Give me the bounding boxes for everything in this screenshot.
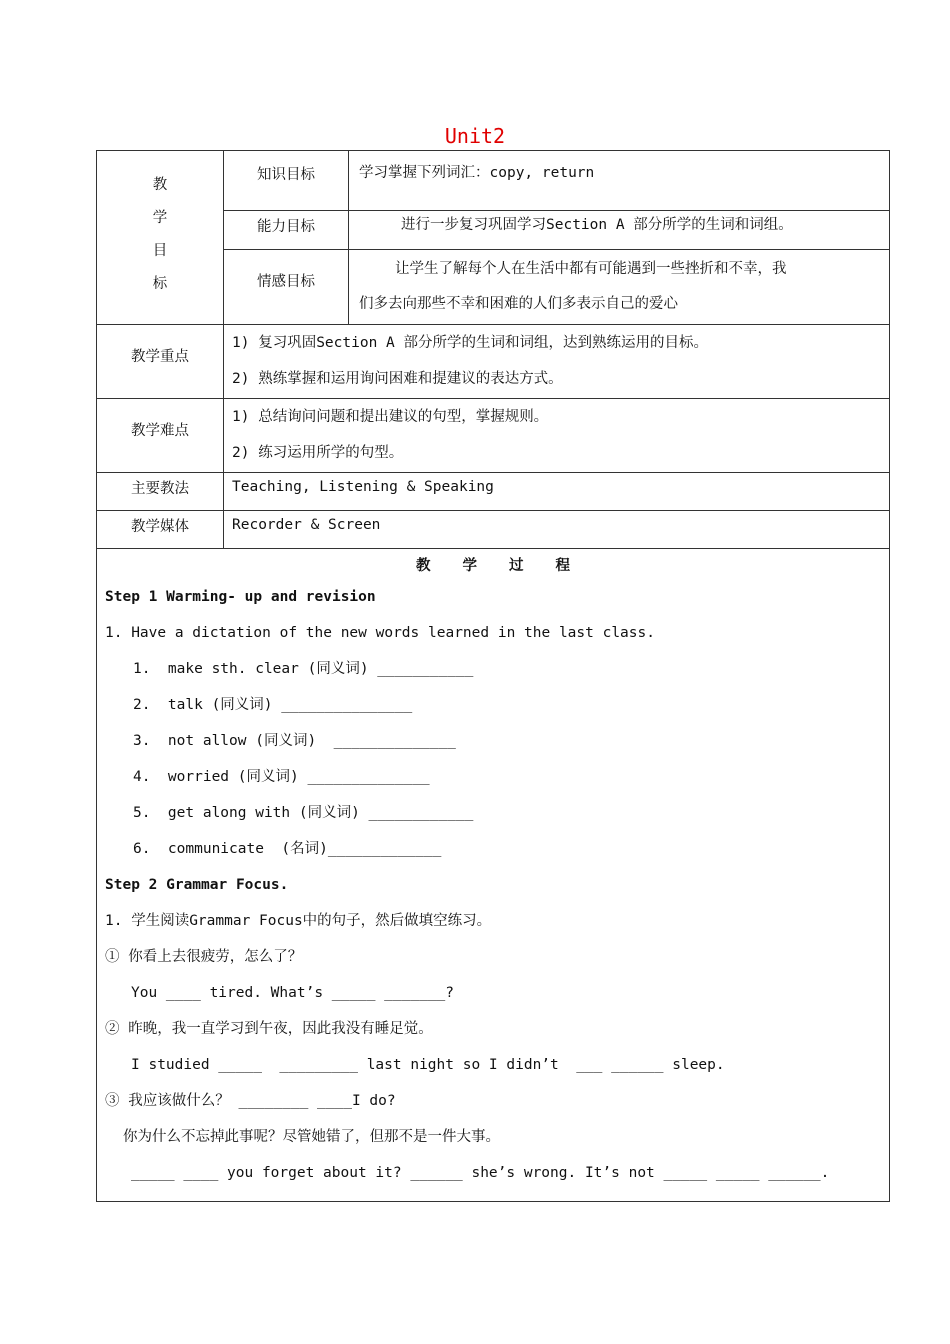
- dictation-item: 5. get along with (同义词) ____________: [133, 805, 474, 821]
- key-points-label: 教学重点: [131, 349, 189, 365]
- question-en: You ____ tired. What’s _____ _______?: [131, 985, 455, 1001]
- row-label: 能力目标: [257, 219, 315, 235]
- difficulty-item: 1) 总结询问问题和提出建议的句型，掌握规则。: [232, 409, 549, 425]
- question-cn: ② 昨晚，我一直学习到午夜，因此我没有睡足觉。: [105, 1021, 433, 1037]
- method-label: 主要教法: [131, 481, 189, 497]
- step1-intro: 1. Have a dictation of the new words learned in the last class.: [105, 625, 655, 641]
- question-cn: 你为什么不忘掉此事呢？尽管她错了，但那不是一件大事。: [123, 1129, 500, 1145]
- dictation-item: 1. make sth. clear (同义词) ___________: [133, 661, 474, 677]
- side-char: 目: [152, 243, 168, 259]
- media-row: [97, 511, 890, 549]
- difficulties-row: [97, 399, 890, 473]
- row-content: 进行一步复习巩固学习Section A 部分所学的生词和词组。: [401, 217, 793, 233]
- difficulty-item: 2) 练习运用所学的句型。: [232, 445, 404, 461]
- key-points-row: [97, 325, 890, 399]
- method-row: [97, 473, 890, 511]
- step2-intro: 1. 学生阅读Grammar Focus中的句子，然后做填空练习。: [105, 913, 492, 929]
- question-en: I studied _____ _________ last night so I didn’t ___ ______ sleep.: [131, 1057, 725, 1073]
- lesson-plan-table: [96, 150, 890, 1202]
- question-cn: ③ 我应该做什么？ ________ ____I do?: [105, 1093, 396, 1109]
- row-content: 们多去向那些不幸和困难的人们多表示自己的爱心: [359, 296, 678, 312]
- media-value: Recorder & Screen: [232, 517, 381, 533]
- dictation-item: 3. not allow (同义词) ______________: [133, 733, 456, 749]
- process-body: [97, 579, 889, 1201]
- page-title: Unit2: [444, 124, 506, 148]
- dictation-item: 6. communicate (名词)_____________: [133, 841, 442, 857]
- row-content: 学习掌握下列词汇：copy, return: [359, 165, 595, 181]
- row-label: 情感目标: [257, 274, 315, 290]
- dictation-item: 4. worried (同义词) ______________: [133, 769, 430, 785]
- key-point-item: 1) 复习巩固Section A 部分所学的生词和词组，达到熟练运用的目标。: [232, 335, 708, 351]
- key-point-item: 2) 熟练掌握和运用询问困难和提建议的表达方式。: [232, 371, 563, 387]
- difficulties-label: 教学难点: [131, 423, 189, 439]
- question-en: _____ ____ you forget about it? ______ she’s wrong. It’s not _____ _____ ______.: [131, 1165, 830, 1181]
- side-char: 教: [152, 177, 168, 193]
- row-content: 让学生了解每个人在生活中都有可能遇到一些挫折和不幸，我: [395, 261, 787, 277]
- row-label: 知识目标: [257, 167, 315, 183]
- question-cn: ① 你看上去很疲劳，怎么了？: [105, 949, 303, 965]
- media-label: 教学媒体: [131, 519, 189, 535]
- method-value: Teaching, Listening & Speaking: [232, 479, 494, 495]
- step2-title: Step 2 Grammar Focus.: [105, 877, 289, 893]
- step1-title: Step 1 Warming- up and revision: [105, 589, 376, 605]
- side-char: 标: [152, 276, 168, 292]
- side-char: 学: [152, 210, 168, 226]
- objectives-side-label: [97, 151, 224, 325]
- process-heading: 教学过程: [416, 557, 602, 574]
- objective-row-knowledge: [97, 151, 890, 211]
- dictation-item: 2. talk (同义词) _______________: [133, 697, 413, 713]
- process-row: [97, 549, 890, 1202]
